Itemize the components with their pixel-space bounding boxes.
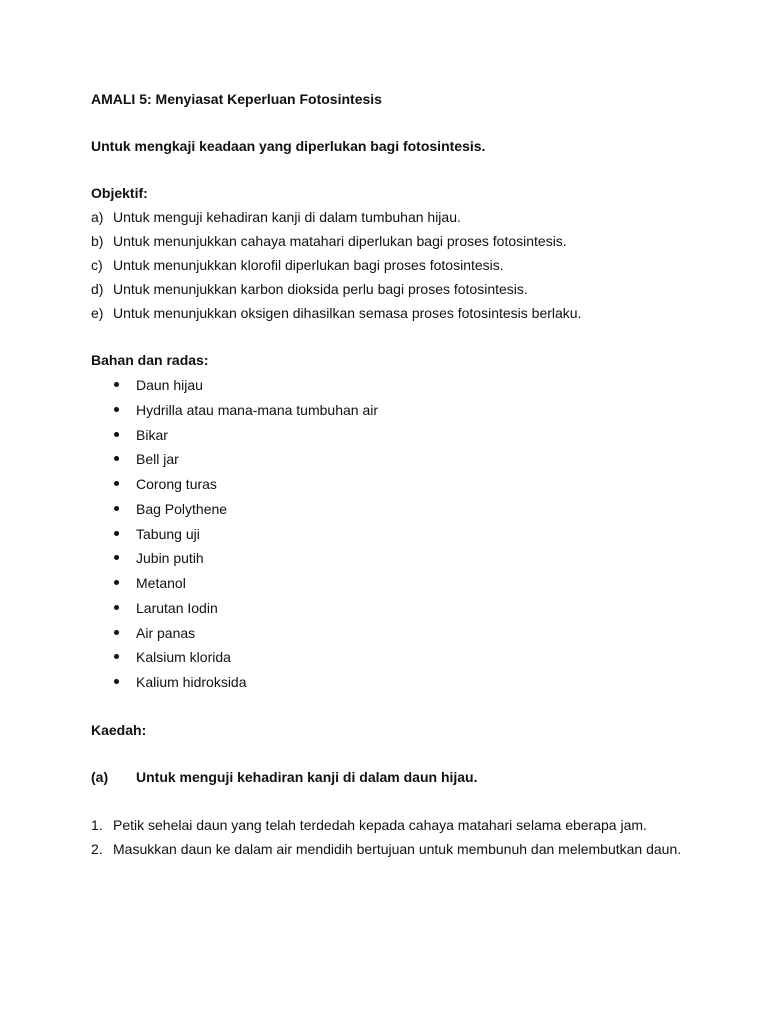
objective-marker: b) [91, 233, 104, 249]
material-item: Bag Polythene [136, 501, 228, 517]
document-title: AMALI 5: Menyiasat Keperluan Fotosintesis [91, 91, 382, 107]
bullet-icon [114, 531, 119, 536]
objective-text: Untuk menunjukkan klorofil diperlukan bagi proses fotosintesis. [113, 257, 504, 273]
bullet-icon [114, 679, 119, 684]
objective-text: Untuk menunjukkan karbon dioksida perlu bagi proses fotosintesis. [113, 281, 528, 297]
material-item: Corong turas [136, 476, 217, 492]
bullet-icon [114, 654, 119, 659]
material-item: Kalsium klorida [136, 649, 231, 665]
bullet-icon [114, 630, 119, 635]
objective-text: Untuk menguji kehadiran kanji di dalam tumbuhan hijau. [113, 209, 461, 225]
bullet-icon [114, 481, 119, 486]
step-marker: 1. [91, 817, 103, 833]
step-marker: 2. [91, 841, 103, 857]
bullet-icon [114, 456, 119, 461]
bullet-icon [114, 506, 119, 511]
bullet-icon [114, 407, 119, 412]
bullet-icon [114, 432, 119, 437]
method-section-marker: (a) [91, 769, 109, 785]
objectives-heading: Objektif: [91, 185, 148, 201]
bullet-icon [114, 605, 119, 610]
material-item: Hydrilla atau mana-mana tumbuhan air [136, 402, 379, 418]
bullet-icon [114, 580, 119, 585]
bullet-icon [114, 555, 119, 560]
materials-heading: Bahan dan radas: [91, 352, 209, 368]
method-section-title: Untuk menguji kehadiran kanji di dalam daun hijau. [136, 769, 478, 785]
objective-marker: d) [91, 281, 104, 297]
material-item: Daun hijau [136, 377, 203, 393]
objective-marker: a) [91, 209, 104, 225]
method-heading: Kaedah: [91, 722, 147, 738]
objective-marker: e) [91, 305, 104, 321]
objective-text: Untuk menunjukkan oksigen dihasilkan semasa proses fotosintesis berlaku. [113, 305, 582, 321]
objective-marker: c) [91, 257, 103, 273]
material-item: Tabung uji [136, 526, 200, 542]
step-text: Petik sehelai daun yang telah terdedah kepada cahaya matahari selama eberapa jam. [113, 817, 647, 833]
material-item: Bell jar [136, 451, 179, 467]
material-item: Air panas [136, 625, 196, 641]
objective-text: Untuk menunjukkan cahaya matahari diperlukan bagi proses fotosintesis. [113, 233, 567, 249]
material-item: Kalium hidroksida [136, 674, 247, 690]
material-item: Metanol [136, 575, 186, 591]
material-item: Larutan Iodin [136, 600, 218, 616]
bullet-icon [114, 382, 119, 387]
material-item: Bikar [136, 427, 168, 443]
material-item: Jubin putih [136, 550, 204, 566]
aim-statement: Untuk mengkaji keadaan yang diperlukan bagi fotosintesis. [91, 138, 486, 154]
step-text: Masukkan daun ke dalam air mendidih bertujuan untuk membunuh dan melembutkan daun. [113, 841, 682, 857]
